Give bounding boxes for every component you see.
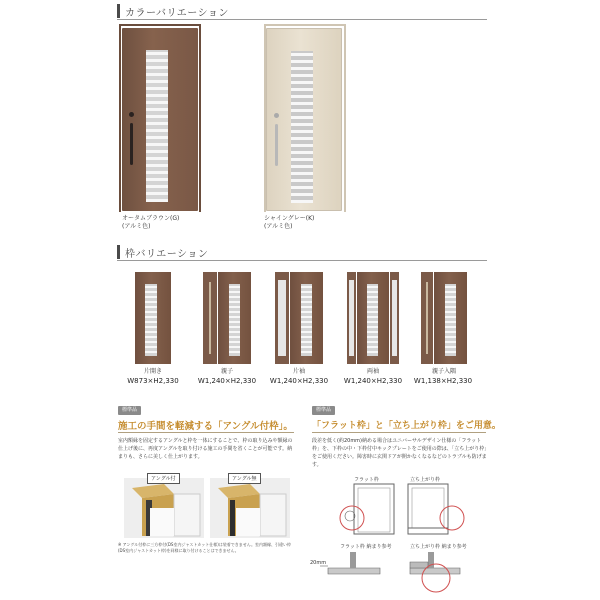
door-glass [229, 284, 240, 356]
door-body [357, 272, 389, 364]
frame-label-single: 片開き [143, 368, 162, 375]
child-door [203, 272, 217, 364]
glass-slat [146, 122, 168, 125]
door-glass [445, 284, 456, 356]
glass-slat [291, 137, 313, 140]
glass-slat [145, 341, 157, 343]
glass-slat [145, 351, 157, 353]
glass-slat [367, 336, 378, 338]
flat-frame-body: 段差を低く(約20mm)納める場合はユニバーサルデザイン仕様の「フラット枠」を、下枠の中・下枠付中キックプレートをご使用の際は、「立ち上がり枠」をご使用ください。障害時に玄関ドアが開かなくなるなどのトラブルも防げます。 [312, 438, 487, 468]
glass-slat [291, 179, 313, 182]
child-door-bar [426, 282, 428, 354]
angle-frame-photo-svg [124, 478, 204, 538]
caption-cream-line1: シャイングレー(K) [264, 215, 315, 222]
glass-slat [445, 321, 456, 323]
glass-slat [367, 326, 378, 328]
glass-slat [367, 341, 378, 343]
glass-slat [367, 351, 378, 353]
glass-slat [229, 306, 240, 308]
glass-slat [445, 296, 456, 298]
glass-slat [145, 286, 157, 288]
glass-slat [146, 199, 168, 202]
glass-slat [229, 311, 240, 313]
glass-slat [445, 316, 456, 318]
with-angle-tag: アングル付 [147, 473, 180, 484]
door-autumn-brown [122, 28, 198, 211]
glass-slat [445, 336, 456, 338]
glass-slat [146, 94, 168, 97]
glass-slat [291, 102, 313, 105]
frame-size-parent-child: W1,240×H2,330 [197, 377, 257, 385]
frame-size-single: W873×H2,330 [127, 377, 179, 385]
caption-brown-line1: オータムブラウン(G) [122, 215, 180, 222]
glass-slat [146, 157, 168, 160]
glass-slat [301, 346, 312, 348]
glass-slat [301, 351, 312, 353]
glass-slat [291, 60, 313, 63]
glass-slat [146, 185, 168, 188]
child-door-bar [209, 282, 211, 354]
glass-slat [367, 291, 378, 293]
standard-tag-left: 標準品 [118, 406, 141, 415]
sidelight-glass [278, 280, 286, 356]
glass-slat [146, 115, 168, 118]
glass-slat [145, 306, 157, 308]
glass-slat [229, 296, 240, 298]
glass-slat [145, 321, 157, 323]
glass-slat [367, 296, 378, 298]
door-handle [275, 124, 278, 166]
glass-slat [445, 306, 456, 308]
glass-slat [367, 301, 378, 303]
glass-slat [291, 172, 313, 175]
glass-slat [146, 171, 168, 174]
angle-frame-footnote: ※ アングル付枠に三方枠付(DS室内ジャストカット仕様)は装着できません。室内額縁、引違い枠(DS室内ジャストカット枠)を同様に取り付けることはできません。 [118, 542, 292, 553]
glass-slat [291, 186, 313, 189]
glass-slat [301, 316, 312, 318]
glass-slat [146, 150, 168, 153]
door-body [218, 272, 251, 364]
glass-slat [291, 144, 313, 147]
sidelight [275, 272, 289, 364]
glass-slat [145, 291, 157, 293]
glass-slat [291, 95, 313, 98]
frame-label-double-sidelight: 両袖 [366, 368, 379, 375]
glass-slat [301, 301, 312, 303]
glass-slat [229, 341, 240, 343]
frame-single-sidelight [275, 272, 323, 364]
sidelight-right [390, 272, 399, 364]
glass-slat [146, 73, 168, 76]
glass-slat [301, 331, 312, 333]
door-shine-gray [266, 28, 342, 211]
glass-slat [145, 331, 157, 333]
glass-slat [229, 291, 240, 293]
glass-slat [229, 321, 240, 323]
glass-slat [291, 151, 313, 154]
panel-rule-left [118, 432, 294, 433]
glass-slat [146, 164, 168, 167]
frame-label-single-sidelight: 片袖 [292, 368, 305, 375]
glass-slat [146, 52, 168, 55]
glass-slat [146, 143, 168, 146]
glass-slat [301, 336, 312, 338]
glass-slat [291, 109, 313, 112]
glass-slat [291, 130, 313, 133]
glass-slat [145, 326, 157, 328]
glass-slat [367, 346, 378, 348]
frame-diagrams-svg [310, 482, 490, 600]
glass-slat [445, 331, 456, 333]
glass-slat [146, 192, 168, 195]
glass-slat [145, 316, 157, 318]
glass-slat [146, 59, 168, 62]
door-lock [129, 112, 134, 117]
door-glass [367, 284, 378, 356]
glass-slat [146, 108, 168, 111]
sidelight-glass [349, 280, 354, 356]
glass-slat [301, 321, 312, 323]
glass-slat [291, 53, 313, 56]
glass-slat [145, 301, 157, 303]
glass-slat [229, 301, 240, 303]
door-handle [130, 123, 133, 165]
frame-label-parent-child: 親子 [220, 368, 233, 375]
dimension-label: 20mm [310, 560, 327, 566]
frame-size-double-sidelight: W1,240×H2,330 [343, 377, 403, 385]
photo-with-angle [124, 478, 204, 538]
panel-rule-right [312, 432, 486, 433]
door-glass [146, 50, 168, 202]
glass-slat [145, 311, 157, 313]
glass-slat [445, 351, 456, 353]
frame-single [135, 272, 171, 364]
frame-parent-child [203, 272, 251, 364]
standard-tag-right: 標準品 [312, 406, 335, 415]
door-glass [301, 284, 312, 356]
frame-label-parent-child-corner: 親子入隅 [431, 368, 456, 375]
child-door [421, 272, 433, 364]
color-variation-header [117, 2, 487, 20]
header-bar [117, 245, 120, 259]
angle-frame-title: 施工の手間を軽減する「アングル付枠」。 [118, 421, 293, 432]
glass-slat [291, 67, 313, 70]
raised-frame-diagram-label: 立ち上がり枠 [410, 477, 441, 483]
glass-slat [445, 301, 456, 303]
color-variation-title: カラーバリエーション [125, 8, 229, 19]
glass-slat [445, 326, 456, 328]
glass-slat [301, 291, 312, 293]
glass-slat [301, 296, 312, 298]
glass-slat [291, 88, 313, 91]
glass-slat [291, 193, 313, 196]
glass-slat [146, 80, 168, 83]
glass-slat [367, 316, 378, 318]
glass-slat [291, 158, 313, 161]
angle-frame-body: 室内額縁を固定するアングルと枠を一体にすることで、枠の取り込みや額縁の仕上げ後に、再度アングルを取り付ける施工の手間を省くことが可能です。納まりも、さらに美しく仕上がります。 [118, 438, 293, 460]
glass-slat [445, 346, 456, 348]
caption-brown-line2: (アルミ色) [122, 223, 151, 230]
glass-slat [145, 336, 157, 338]
glass-slat [301, 311, 312, 313]
flat-frame-caption: フラット枠 納まり参考 [340, 544, 392, 550]
glass-slat [367, 321, 378, 323]
glass-slat [229, 331, 240, 333]
glass-slat [291, 200, 313, 203]
glass-slat [445, 311, 456, 313]
glass-slat [445, 291, 456, 293]
frame-size-parent-child-corner: W1,138×H2,330 [413, 377, 473, 385]
glass-slat [291, 116, 313, 119]
sidelight-glass [392, 280, 397, 356]
raised-frame-caption: 立ち上がり枠 納まり参考 [410, 544, 467, 550]
frame-parent-child-corner [421, 272, 467, 364]
glass-slat [301, 286, 312, 288]
glass-slat [367, 306, 378, 308]
glass-slat [445, 341, 456, 343]
glass-slat [367, 331, 378, 333]
flat-frame-title: 「フラット枠」と「立ち上がり枠」をご用意。 [312, 421, 501, 431]
glass-slat [301, 341, 312, 343]
glass-slat [291, 81, 313, 84]
no-angle-frame-photo-svg [210, 478, 290, 538]
photo-without-angle [210, 478, 290, 538]
glass-slat [291, 165, 313, 168]
glass-slat [145, 296, 157, 298]
glass-slat [229, 346, 240, 348]
glass-slat [291, 123, 313, 126]
glass-slat [146, 129, 168, 132]
door-glass [291, 51, 313, 203]
glass-slat [291, 74, 313, 77]
glass-slat [229, 336, 240, 338]
glass-slat [229, 286, 240, 288]
door-body [290, 272, 323, 364]
glass-slat [145, 346, 157, 348]
glass-slat [367, 311, 378, 313]
glass-slat [367, 286, 378, 288]
frame-variation-header [117, 243, 487, 261]
flat-frame-diagram-label: フラット枠 [354, 477, 379, 483]
glass-slat [229, 326, 240, 328]
without-angle-tag: アングル無 [228, 473, 261, 484]
glass-slat [146, 101, 168, 104]
sidelight-left [347, 272, 356, 364]
glass-slat [146, 87, 168, 90]
glass-slat [445, 286, 456, 288]
glass-slat [146, 136, 168, 139]
door-glass [145, 284, 157, 356]
header-bar [117, 4, 120, 18]
glass-slat [301, 306, 312, 308]
frame-size-single-sidelight: W1,240×H2,330 [269, 377, 329, 385]
glass-slat [146, 66, 168, 69]
caption-cream-line2: (アルミ色) [264, 223, 293, 230]
door-body [135, 272, 171, 364]
glass-slat [229, 351, 240, 353]
glass-slat [146, 178, 168, 181]
frame-variation-title: 枠バリエーション [125, 249, 209, 260]
door-body [434, 272, 467, 364]
frame-double-sidelight [347, 272, 399, 364]
glass-slat [301, 326, 312, 328]
door-lock [274, 113, 279, 118]
glass-slat [229, 316, 240, 318]
